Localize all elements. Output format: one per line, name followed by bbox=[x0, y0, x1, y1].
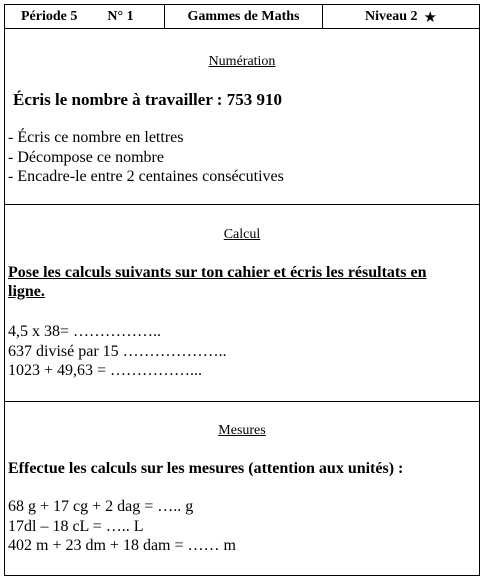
calcul-item: 637 divisé par 15 ……………….. bbox=[8, 343, 227, 360]
numero-label: N° 1 bbox=[107, 9, 134, 24]
section-mesures bbox=[5, 403, 479, 575]
section-title-calcul: Calcul bbox=[223, 227, 261, 242]
worksheet-title: Gammes de Maths bbox=[187, 9, 300, 24]
periode-label: Période 5 bbox=[21, 9, 78, 24]
numeration-task: - Écris ce nombre en lettres bbox=[8, 129, 184, 146]
header-row bbox=[5, 5, 479, 29]
star-icon: ★ bbox=[423, 8, 437, 26]
calcul-item: 4,5 x 38= …………….. bbox=[8, 323, 162, 340]
mesures-item: 402 m + 23 dm + 18 dam = …… m bbox=[8, 537, 236, 554]
worksheet bbox=[4, 4, 480, 576]
mesures-instruction: Effectue les calculs sur les mesures (attention aux unités) : bbox=[8, 460, 404, 477]
mesures-item: 68 g + 17 cg + 2 dag = ….. g bbox=[8, 498, 194, 515]
calcul-instruction-line2: ligne. bbox=[8, 283, 45, 300]
section-title-numeration: Numération bbox=[208, 54, 276, 69]
header-cell-niveau bbox=[323, 5, 479, 29]
numeration-task: - Encadre-le entre 2 centaines consécutives bbox=[8, 168, 284, 185]
numeration-instruction: Écris le nombre à travailler : 753 910 bbox=[13, 90, 282, 109]
section-numeration bbox=[5, 30, 479, 205]
calcul-instruction-line1: Pose les calculs suivants sur ton cahier et écris les résultats en bbox=[8, 264, 427, 281]
section-title-mesures: Mesures bbox=[218, 423, 266, 438]
calcul-item: 1023 + 49,63 = ……………... bbox=[8, 362, 203, 379]
niveau-label: Niveau 2 bbox=[365, 9, 418, 24]
header-cell-title bbox=[165, 5, 323, 29]
section-calcul bbox=[5, 206, 479, 402]
mesures-item: 17dl – 18 cL = ….. L bbox=[8, 518, 144, 535]
header-cell-periode bbox=[5, 5, 165, 29]
numeration-task: - Décompose ce nombre bbox=[8, 149, 164, 166]
